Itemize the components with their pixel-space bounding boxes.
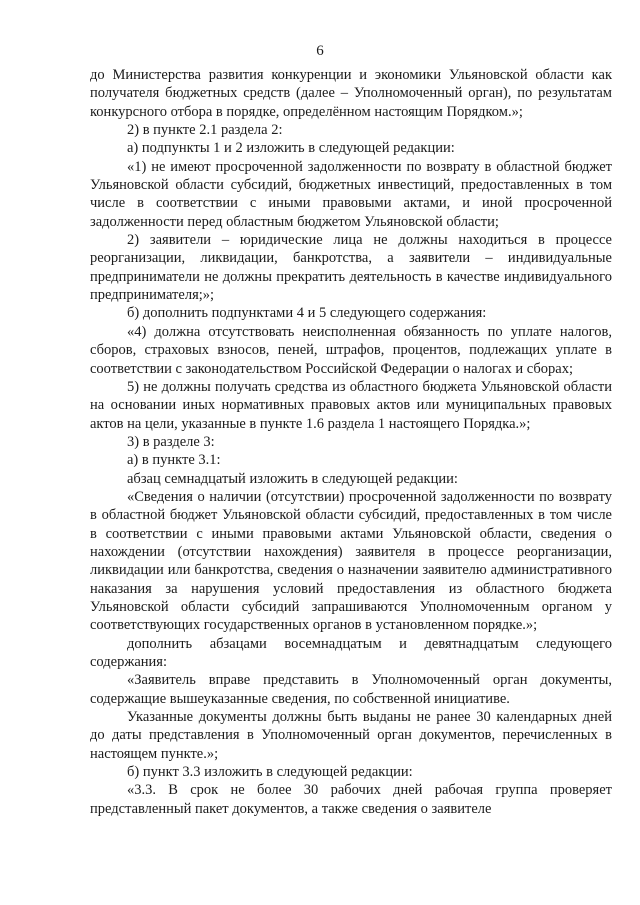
- paragraph: б) дополнить подпунктами 4 и 5 следующего содержания:: [127, 305, 487, 322]
- paragraph: 5) не должны получать средства из областного бюджета Ульяновской области на основании иных нормативных правовых актов или муниципальных правовых актов на цели, указанные в пункте 1.6 раздела 1 настоящего Порядка.»;: [90, 378, 612, 432]
- page-number: 6: [316, 43, 324, 59]
- paragraph: б) пункт 3.3 изложить в следующей редакции:: [127, 764, 413, 781]
- paragraph: абзац семнадцатый изложить в следующей редакции:: [127, 470, 458, 487]
- paragraph: «3.3. В срок не более 30 рабочих дней рабочая группа проверяет представленный пакет документов, а также сведения о заявителе: [90, 782, 612, 817]
- paragraph: 3) в разделе 3:: [127, 433, 215, 450]
- paragraph: а) подпункты 1 и 2 изложить в следующей редакции:: [127, 140, 455, 157]
- paragraph: дополнить абзацами восемнадцатым и девятнадцатым следующего содержания:: [90, 635, 612, 670]
- paragraph: «1) не имеют просроченной задолженности по возврату в областной бюджет Ульяновской области субсидий, бюджетных инвестиций, предоставленных в том числе в соответствии с иными правовыми актами, и иной просроченной задолженности перед областным бюджетом Ульяновской области;: [90, 158, 612, 230]
- paragraph: до Министерства развития конкуренции и экономики Ульяновской области как получателя бюджетных средств (далее – Уполномоченный орган), по результатам конкурсного отбора в порядке, определённом настоящим Порядком.»;: [90, 67, 612, 120]
- paragraph: а) в пункте 3.1:: [127, 452, 221, 469]
- paragraph: «4) должна отсутствовать неисполненная обязанность по уплате налогов, сборов, страховых взносов, пеней, штрафов, процентов, подлежащих уплате в соответствии с законодательством Российской Федерации о налогах и сборах;: [90, 323, 612, 377]
- paragraph: 2) в пункте 2.1 раздела 2:: [127, 122, 283, 139]
- paragraph: «Сведения о наличии (отсутствии) просроченной задолженности по возврату в областной бюджет Ульяновской области субсидий, предоставленных в том числе в соответствии с иными правовыми актами Ульяновской области, сведения о нахождении (отсутствии нахождения) заявителя в процессе реорганизации, ликвидации или банкротства, сведения о назначении заявителю административного наказания за нарушения условий предоставления из областного бюджета Ульяновской области субсидий запрашиваются Уполномоченным органом у соответствующих государственных органов в установленном порядке.»;: [90, 488, 612, 634]
- paragraph: 2) заявители – юридические лица не должны находиться в процессе реорганизации, ликвидации, банкротства, а заявители – индивидуальные предприниматели не должны прекратить деятельность в качестве индивидуального предпринимателя;»;: [90, 232, 612, 304]
- document-body: [90, 66, 612, 818]
- paragraph: Указанные документы должны быть выданы не ранее 30 календарных дней до даты представления в Уполномоченный орган документов, перечисленных в настоящем пункте.»;: [90, 709, 612, 762]
- paragraph: «Заявитель вправе представить в Уполномоченный орган документы, содержащие вышеуказанные сведения, по собственной инициативе.: [90, 672, 612, 707]
